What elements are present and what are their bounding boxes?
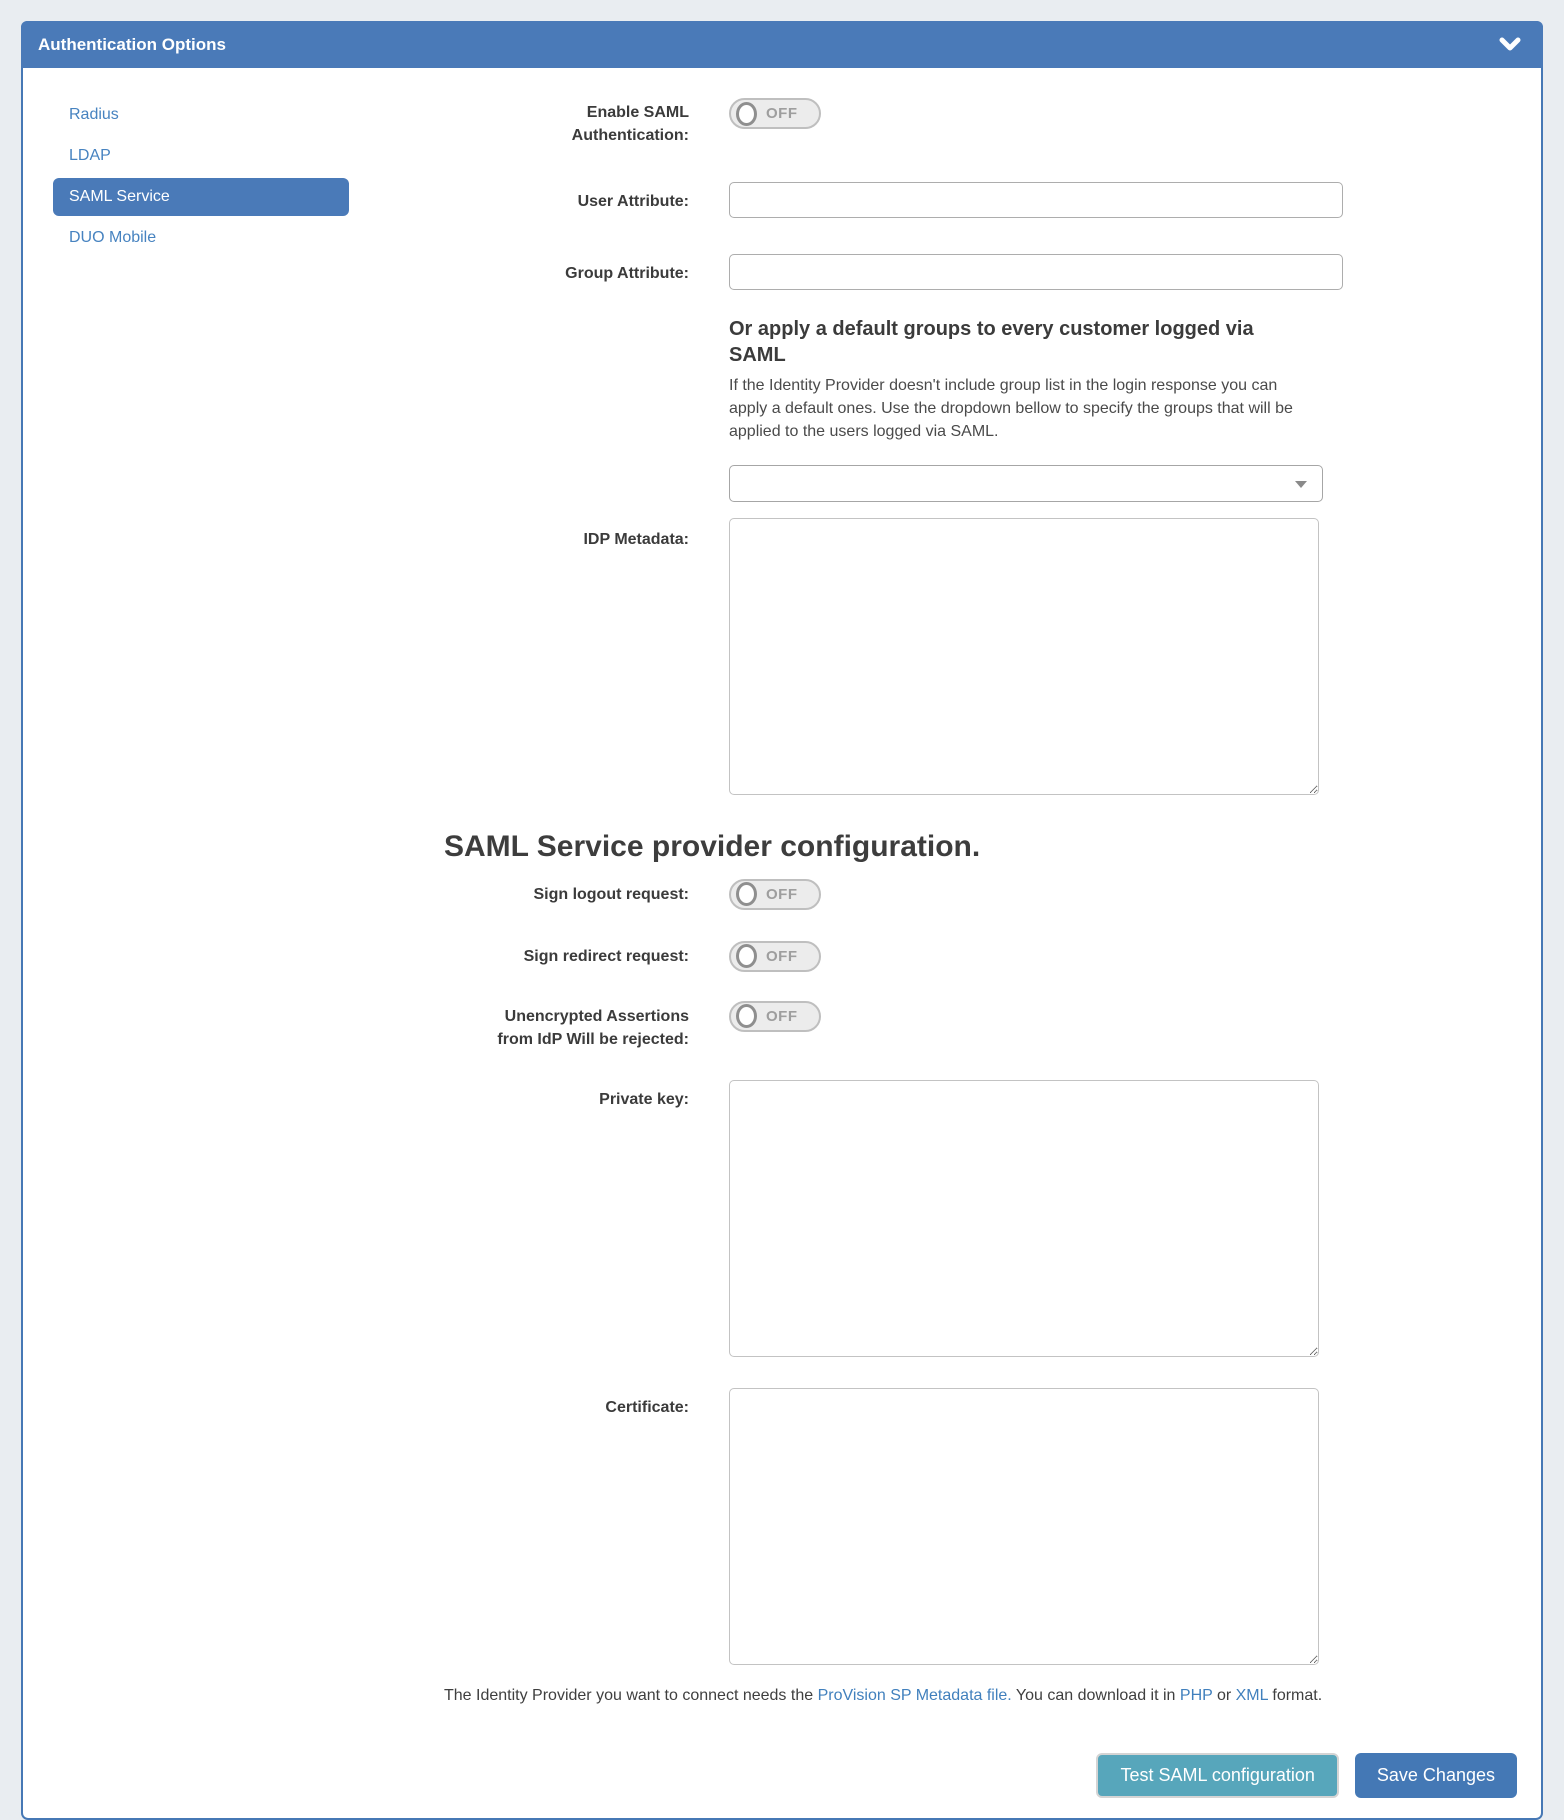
user-attribute-label: User Attribute: [577,193,689,211]
enable-saml-label: Enable SAML Authentication: [571,104,689,145]
toggle-state-label: OFF [766,885,798,903]
default-groups-description: If the Identity Provider doesn't include group list in the login response you can apply a default ones. Use the dropdown bellow to specify the groups that will be applied to the users logged via SAML. [729,377,1293,440]
authentication-options-panel [21,21,1543,1820]
private-key-textarea[interactable] [729,1080,1319,1357]
certificate-textarea[interactable] [729,1388,1319,1665]
panel-body [23,68,1541,1818]
sign-logout-label: Sign logout request: [533,885,689,903]
sidebar-item-ldap[interactable]: LDAP [69,147,111,164]
save-changes-button[interactable]: Save Changes [1355,1753,1517,1798]
unencrypted-assertions-row [368,1001,1541,1051]
sign-redirect-row [368,941,1541,972]
private-key-row [368,1080,1541,1362]
note-text: You can download it in [1011,1686,1180,1704]
toggle-knob [736,944,757,968]
collapse-panel-button[interactable] [1499,37,1521,52]
group-attribute-row [368,254,1541,290]
default-groups-select[interactable] [729,465,1323,502]
default-groups-section [729,316,1541,501]
toggle-state-label: OFF [766,947,798,965]
toggle-knob [736,102,757,126]
form-actions [368,1753,1517,1798]
enable-saml-row [368,98,1541,147]
panel-header [21,21,1543,68]
toggle-knob [736,1004,757,1028]
note-text: or [1212,1686,1236,1704]
toggle-state-label: OFF [766,105,798,122]
group-attribute-label: Group Attribute: [565,265,689,283]
user-attribute-row [368,182,1541,218]
idp-metadata-row [368,518,1541,800]
sign-redirect-label: Sign redirect request: [523,947,689,965]
unencrypted-assertions-toggle[interactable] [729,1001,821,1032]
private-key-label: Private key: [599,1090,689,1108]
sp-metadata-file-link[interactable]: ProVision SP Metadata file. [817,1686,1012,1704]
saml-settings-form [368,68,1541,1818]
user-attribute-input[interactable] [729,182,1343,218]
panel-title: Authentication Options [38,34,226,54]
unencrypted-assertions-label: Unencrypted Assertions from IdP Will be rejected: [497,1007,689,1048]
note-text: The Identity Provider you want to connect needs the [444,1686,818,1704]
sign-logout-toggle[interactable] [729,879,821,910]
sp-configuration-heading: SAML Service provider configuration. [444,829,981,863]
default-groups-heading: Or apply a default groups to every customer logged via SAML [729,318,1254,367]
enable-saml-toggle[interactable] [729,98,821,129]
dropdown-arrow-icon [1295,481,1307,488]
auth-methods-sidebar [23,68,368,1818]
sidebar-item-saml-service[interactable]: SAML Service [53,178,349,216]
idp-metadata-label: IDP Metadata: [583,530,689,548]
group-attribute-input[interactable] [729,254,1343,290]
certificate-label: Certificate: [605,1398,689,1416]
certificate-row [368,1388,1541,1670]
sidebar-item-duo-mobile[interactable]: DUO Mobile [69,229,157,246]
php-download-link[interactable]: PHP [1179,1686,1213,1704]
xml-download-link[interactable]: XML [1235,1686,1268,1704]
sidebar-item-radius[interactable]: Radius [69,106,119,123]
default-groups-select-value [730,466,1322,474]
chevron-down-icon [1499,37,1521,52]
sp-metadata-note [444,1687,1541,1705]
sign-logout-row [368,879,1541,910]
toggle-knob [736,882,757,906]
idp-metadata-textarea[interactable] [729,518,1319,795]
toggle-state-label: OFF [766,1007,798,1025]
note-text: format. [1267,1686,1323,1704]
sign-redirect-toggle[interactable] [729,941,821,972]
test-saml-configuration-button[interactable]: Test SAML configuration [1096,1753,1338,1798]
